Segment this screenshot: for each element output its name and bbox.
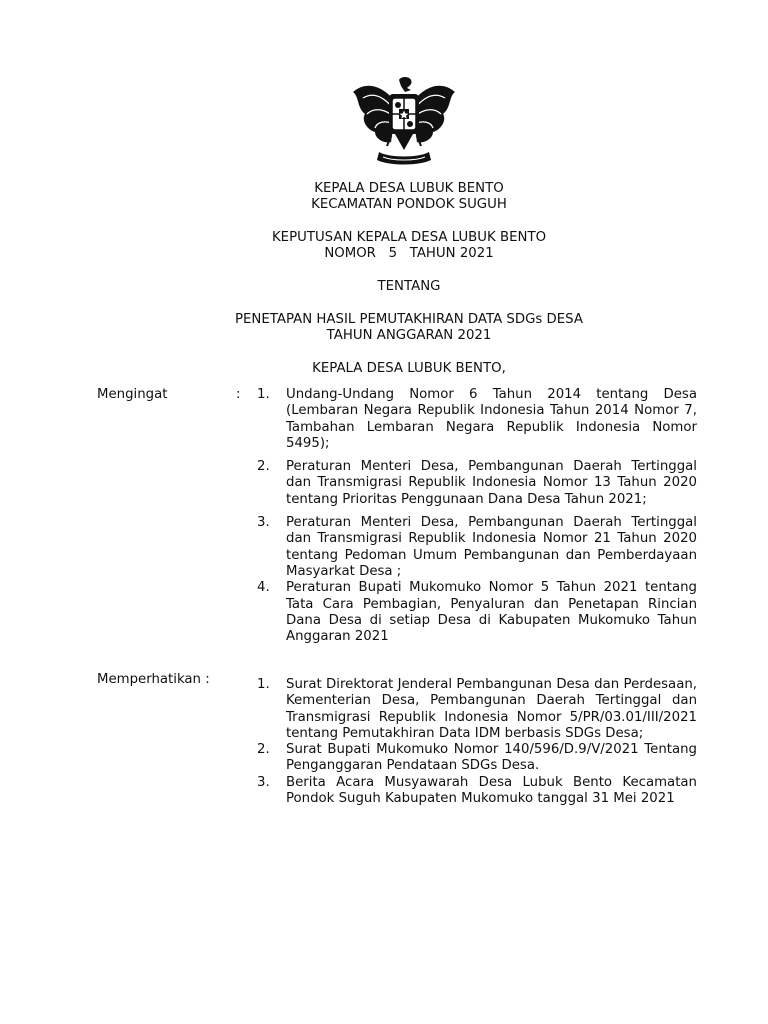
- list-item-number: 2.: [257, 742, 270, 758]
- decree-subject-line2: TAHUN ANGGARAN 2021: [326, 328, 492, 343]
- list-item-text: Undang-Undang Nomor 6 Tahun 2014 tentang Desa (Lembaran Negara Republik Indonesia Tahun 2014 Nomor 7, Tambahan Lembaran Negara Republik Indonesia Nomor 5495);: [286, 387, 697, 451]
- list-item: [257, 515, 697, 580]
- decree-title: KEPUTUSAN KEPALA DESA LUBUK BENTO: [271, 230, 547, 245]
- list-item: [257, 775, 697, 808]
- decree-about: TENTANG: [377, 279, 441, 294]
- list-item: [257, 459, 697, 508]
- list-item-text: Berita Acara Musyawarah Desa Lubuk Bento Kecamatan Pondok Suguh Kabupaten Mukomuko tanggal 31 Mei 2021: [286, 774, 697, 807]
- issuer-heading: KEPALA DESA LUBUK BENTO,: [312, 361, 506, 376]
- list-item-number: 3.: [257, 515, 270, 531]
- list-item: [257, 742, 697, 775]
- list-item-text: Surat Direktorat Jenderal Pembangunan Desa dan Perdesaan, Kementerian Desa, Pembangunan Daerah Tertinggal dan Transmigrasi Republik Indonesia Nomor 5/PR/03.01/III/2021 tentang Pemutakhiran Data IDM berbasis SDGs Desa;: [286, 677, 697, 741]
- mengingat-list: [257, 387, 697, 645]
- memperhatikan-label: Memperhatikan :: [97, 672, 210, 687]
- decree-subject-line1: PENETAPAN HASIL PEMUTAKHIRAN DATA SDGs DESA: [235, 312, 583, 327]
- list-item: [257, 580, 697, 645]
- mengingat-label: Mengingat: [97, 387, 168, 402]
- header-district: KECAMATAN PONDOK SUGUH: [311, 197, 507, 212]
- decree-number: NOMOR 5 TAHUN 2021: [324, 246, 494, 261]
- list-item-text: Peraturan Bupati Mukomuko Nomor 5 Tahun 2021 tentang Tata Cara Pembagian, Penyaluran dan Penetapan Rincian Dana Desa di setiap Desa di Kabupaten Mukomuko Tahun Anggaran 2021: [286, 580, 697, 645]
- list-item: [257, 677, 697, 742]
- list-item: [257, 387, 697, 452]
- mengingat-colon: :: [236, 387, 241, 402]
- list-item-text: Surat Bupati Mukomuko Nomor 140/596/D.9/V/2021 Tentang Penganggaran Pendataan SDGs Desa.: [286, 742, 697, 774]
- garuda-emblem-icon: [349, 74, 459, 166]
- list-item-text: Peraturan Menteri Desa, Pembangunan Daerah Tertinggal dan Transmigrasi Republik Indonesia Nomor 13 Tahun 2020 tentang Prioritas Penggunaan Dana Desa Tahun 2021;: [286, 459, 697, 507]
- memperhatikan-list: [257, 677, 697, 807]
- list-item-number: 1.: [257, 677, 270, 692]
- list-item-number: 1.: [257, 387, 270, 402]
- header-village-head: KEPALA DESA LUBUK BENTO: [314, 181, 504, 196]
- list-item-number: 3.: [257, 774, 270, 790]
- list-item-text: Peraturan Menteri Desa, Pembangunan Daerah Tertinggal dan Transmigrasi Republik Indonesia Nomor 21 Tahun 2020 tentang Pedoman Umum Pembangunan dan Pemberdayaan Masyarkat Desa ;: [286, 515, 697, 579]
- list-item-number: 2.: [257, 459, 270, 475]
- list-item-number: 4.: [257, 580, 270, 596]
